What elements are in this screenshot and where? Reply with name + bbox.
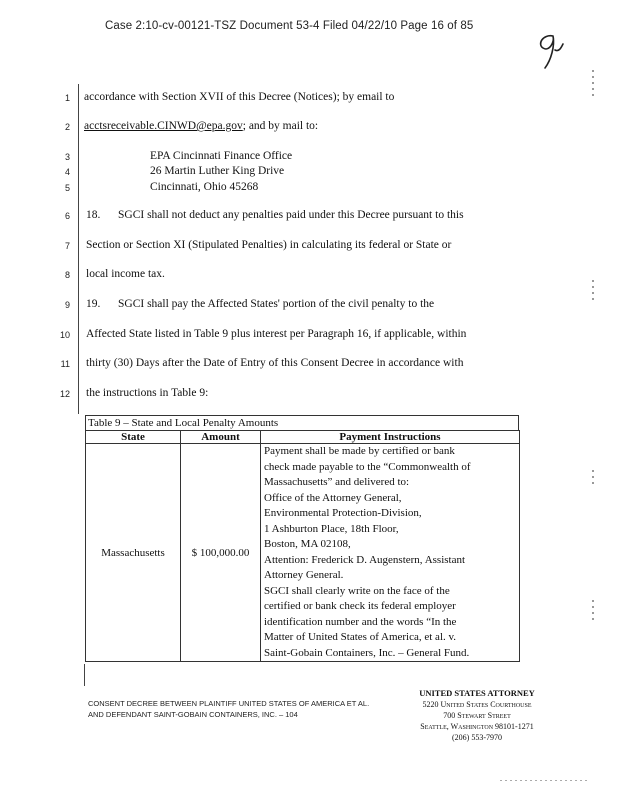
instruction-line: Environmental Protection-Division, (264, 507, 422, 519)
cell-payment-instructions (261, 444, 520, 662)
instruction-line: Boston, MA 02108, (264, 538, 351, 550)
instruction-line: 1 Ashburton Place, 18th Floor, (264, 522, 399, 535)
footer-caption (88, 698, 369, 720)
body-line: accordance with Section XVII of this Decree (Notices); by email to (84, 91, 395, 103)
paragraph-number: 19. (86, 298, 101, 310)
body-line: Affected State listed in Table 9 plus interest per Paragraph 16, if applicable, within (86, 328, 467, 340)
scan-artifact (592, 70, 594, 100)
line-number: 12 (59, 389, 70, 399)
cell-amount: $ 100,000.00 (181, 444, 261, 662)
body-line: the instructions in Table 9: (86, 387, 209, 399)
address-line: EPA Cincinnati Finance Office (150, 150, 293, 162)
body-line: SGCI shall pay the Affected States' portion of the civil penalty to the (118, 298, 435, 310)
footer-office-title: UNITED STATES ATTORNEY (419, 688, 535, 698)
column-header-state: State (86, 431, 181, 444)
scan-artifact (592, 280, 594, 304)
penalty-table (85, 415, 519, 662)
instruction-line: certified or bank check its federal employer (264, 600, 456, 612)
column-header-payment-instructions: Payment Instructions (261, 431, 520, 444)
cell-state: Massachusetts (86, 444, 181, 662)
case-header: Case 2:10-cv-00121-TSZ Document 53-4 Filed 04/22/10 Page 16 of 85 (105, 20, 474, 32)
line-number: 5 (64, 183, 70, 193)
body-line: local income tax. (86, 268, 165, 280)
penalty-amounts-table (85, 430, 520, 662)
footer-address-line: Seattle, Washington 98101-1271 (420, 722, 534, 731)
line-number: 8 (64, 270, 70, 280)
line-number: 7 (64, 241, 70, 251)
address-line: 26 Martin Luther King Drive (150, 165, 285, 177)
line-number: 2 (64, 122, 70, 132)
instruction-line: check made payable to the “Commonwealth of (264, 460, 471, 473)
table-caption: Table 9 – State and Local Penalty Amounts (85, 415, 519, 430)
email-link[interactable]: acctsreceivable.CINWD@epa.gov (84, 120, 243, 132)
footer-caption-line: AND DEFENDANT SAINT-GOBAIN CONTAINERS, INC. – 104 (88, 710, 298, 719)
line-number: 6 (64, 211, 70, 221)
body-line: thirty (30) Days after the Date of Entry of this Consent Decree in accordance with (86, 357, 464, 369)
body-line: SGCI shall not deduct any penalties paid under this Decree pursuant to this (118, 209, 464, 221)
scan-artifact (500, 780, 590, 781)
scan-artifact (592, 600, 594, 620)
scan-artifact (592, 470, 594, 486)
footer-address-block (402, 688, 552, 743)
instruction-line: Office of the Attorney General, (264, 491, 402, 504)
column-header-amount: Amount (181, 431, 261, 444)
instruction-line: Massachusetts” and delivered to: (264, 476, 410, 488)
instruction-line: Payment shall be made by certified or bank (264, 445, 455, 457)
address-line: Cincinnati, Ohio 45268 (150, 181, 259, 193)
table-row (86, 444, 520, 662)
line-number: 10 (59, 330, 70, 340)
instruction-line: Attorney General. (264, 569, 344, 581)
instruction-line: Saint-Gobain Containers, Inc. – General Fund. (264, 646, 470, 659)
handwritten-initials (533, 30, 565, 72)
instruction-line: SGCI shall clearly write on the face of the (264, 584, 450, 597)
margin-mark (84, 664, 85, 686)
footer-address-line: 5220 United States Courthouse (422, 700, 532, 709)
line-number: 3 (64, 152, 70, 162)
table-header-row (86, 431, 520, 444)
line-number: 1 (64, 93, 70, 103)
body-line: Section or Section XI (Stipulated Penalties) in calculating its federal or State or (86, 239, 452, 251)
line-number: 11 (60, 359, 70, 369)
line-number: 9 (64, 300, 70, 310)
body-line (84, 120, 318, 132)
footer-address-line: 700 Stewart Street (443, 711, 511, 720)
line-number: 4 (64, 167, 70, 177)
margin-rule (78, 84, 79, 414)
footer-caption-line: CONSENT DECREE BETWEEN PLAINTIFF UNITED STATES OF AMERICA ET AL. (88, 699, 370, 708)
paragraph-number: 18. (86, 209, 101, 221)
body-text: ; and by mail to: (242, 120, 319, 132)
instruction-line: identification number and the words “In the (264, 615, 457, 628)
instruction-line: Attention: Frederick D. Augenstern, Assistant (264, 553, 466, 566)
footer-phone: (206) 553-7970 (452, 733, 502, 742)
instruction-line: Matter of United States of America, et al. v. (264, 631, 457, 643)
